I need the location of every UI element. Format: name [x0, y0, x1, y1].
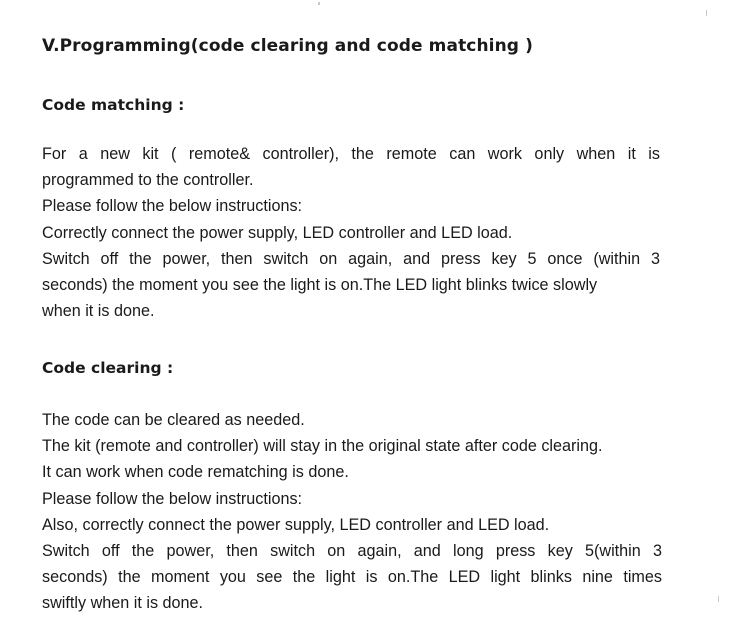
text-line: For a new kit ( remote& controller), the remote can work only when it is	[42, 145, 660, 163]
text-line: Correctly connect the power supply, LED controller and LED load.	[42, 223, 513, 242]
text-line: programmed to the controller.	[42, 171, 254, 190]
text-line: The kit (remote and controller) will stay in the original state after code clearing.	[42, 437, 603, 456]
text-line: Switch off the power, then switch on again, and long press key 5(within 3	[42, 542, 662, 561]
section-heading-code-clearing: Code clearing :	[42, 359, 174, 377]
scan-speck	[318, 2, 320, 5]
document-title: V.Programming(code clearing and code matching )	[42, 36, 533, 56]
text-line: Also, correctly connect the power supply, LED controller and LED load.	[42, 515, 550, 534]
text-line: when it is done.	[42, 302, 155, 321]
text-line: Please follow the below instructions:	[42, 489, 303, 508]
text-line: Please follow the below instructions:	[42, 197, 303, 216]
code-matching-body	[42, 141, 702, 324]
scan-speck	[706, 10, 707, 16]
code-clearing-body	[42, 407, 702, 617]
text-line: swiftly when it is done.	[42, 594, 204, 613]
section-heading-code-matching: Code matching :	[42, 96, 185, 114]
text-line: Switch off the power, then switch on again, and press key 5 once (within 3	[42, 249, 660, 268]
text-line: seconds) the moment you see the light is on.The LED light blinks nine times	[42, 568, 662, 587]
scan-speck	[718, 596, 719, 602]
text-line: It can work when code rematching is done.	[42, 463, 349, 482]
text-line: The code can be cleared as needed.	[42, 411, 305, 429]
text-line: seconds) the moment you see the light is on.The LED light blinks twice slowly	[42, 276, 598, 295]
